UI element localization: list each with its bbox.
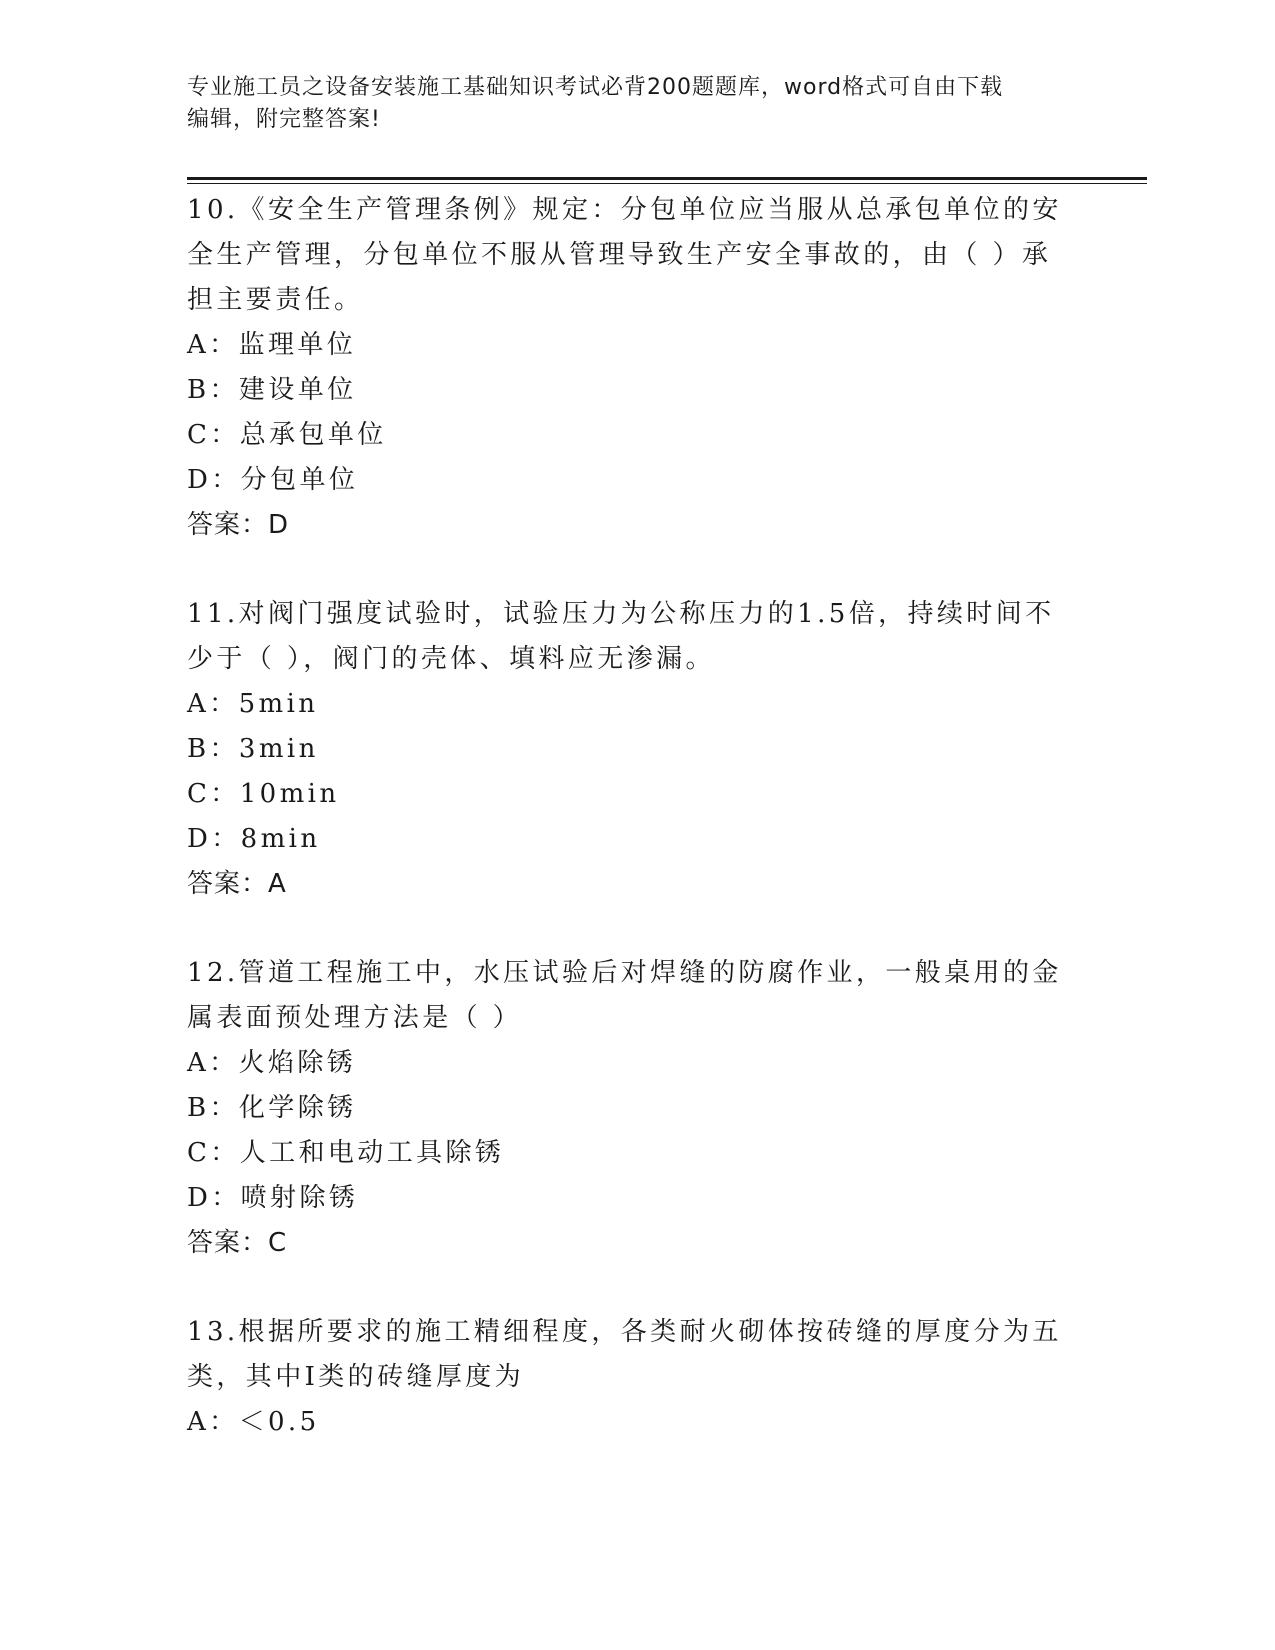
header-divider-thin [187,183,1147,184]
answer-line: 答案：C [187,1228,288,1258]
question-13 [187,1310,1067,1445]
option-b: B：建设单位 [187,375,357,405]
option-a: A：监理单位 [187,330,357,360]
option-a: A：＜0.5 [187,1407,320,1437]
option-c: C：总承包单位 [187,420,387,450]
question-stem: 12.管道工程施工中，水压试验后对焊缝的防腐作业，一般桌用的金属表面预处理方法是（ ） [187,958,1062,1033]
header-title-line-1: 专业施工员之设备安装施工基础知识考试必背200题题库，word格式可自由下载 [187,75,1004,100]
option-c: C：10min [187,779,340,809]
option-b: B：化学除锈 [187,1093,357,1123]
header-title-line-2: 编辑，附完整答案! [187,107,381,132]
document-header [187,72,1067,136]
option-a: A：火焰除锈 [187,1048,357,1078]
option-c: C：人工和电动工具除锈 [187,1138,505,1168]
question-12 [187,951,1067,1266]
question-stem: 10.《安全生产管理条例》规定：分包单位应当服从总承包单位的安全生产管理，分包单位不服从管理导致生产安全事故的，由（ ）承担主要责任。 [187,195,1062,315]
question-stem: 13.根据所要求的施工精细程度，各类耐火砌体按砖缝的厚度分为五类，其中Ⅰ类的砖缝厚度为 [187,1317,1062,1392]
option-a: A：5min [187,689,319,719]
option-d: D：分包单位 [187,465,359,495]
answer-line: 答案：D [187,510,290,540]
answer-line: 答案：A [187,869,287,899]
question-stem: 11.对阀门强度试验时，试验压力为公称压力的1.5倍，持续时间不少于（ ），阀门的壳体、填料应无渗漏。 [187,599,1055,674]
question-list [187,188,1067,1489]
option-b: B：3min [187,734,319,764]
question-11 [187,592,1067,907]
header-divider-thick [187,177,1147,180]
option-d: D：8min [187,824,321,854]
question-10 [187,188,1067,548]
option-d: D：喷射除锈 [187,1183,359,1213]
